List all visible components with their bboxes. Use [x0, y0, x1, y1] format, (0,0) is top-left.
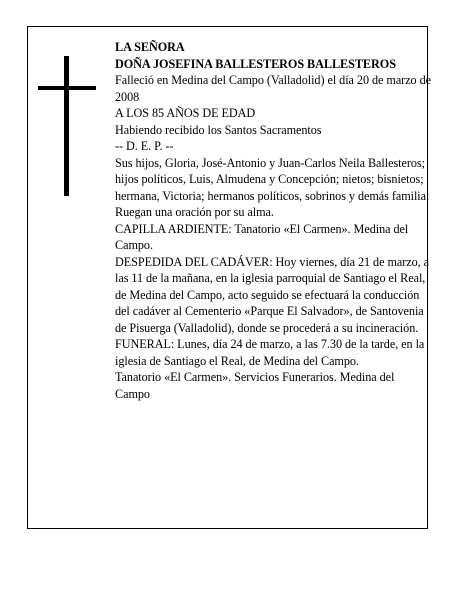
age-line: A LOS 85 AÑOS DE EDAD [115, 106, 256, 120]
funeral-home-line: Tanatorio «El Carmen». Servicios Funerarios. Medina del Campo [115, 370, 395, 401]
chapel-paragraph: CAPILLA ARDIENTE: Tanatorio «El Carmen». Medina del Campo. [115, 221, 409, 252]
farewell-paragraph: DESPEDIDA DEL CADÁVER: Hoy viernes, día 21 de marzo, a las 11 de la mañana, en la iglesia parroquial de Santiago el Real, de Medina del Campo, acto seguido se efectuará la conducción del cadáver al Cementerio «Parque El Salvador», de Santovenia de Pisuerga (Valladolid), donde se procederá a su incineración. [115, 254, 430, 335]
funeral-paragraph: FUNERAL: Lunes, día 24 de marzo, a las 7.30 de la tarde, en la iglesia de Santiago el Real, de Medina del Campo. [115, 337, 425, 368]
obituary-text [115, 39, 432, 402]
death-info: Falleció en Medina del Campo (Valladolid) el día 20 de marzo de 2008 [115, 73, 431, 104]
prayer-line: Ruegan una oración por su alma. [115, 205, 274, 219]
cross-icon [64, 56, 69, 196]
cross-bar [38, 86, 96, 90]
sacraments-line: Habiendo recibido los Santos Sacramentos [115, 122, 322, 137]
rip-line: -- D. E. P. -- [115, 139, 174, 153]
deceased-name: DOÑA JOSEFINA BALLESTEROS BALLESTEROS [115, 56, 396, 71]
title-line-1: LA SEÑORA [115, 40, 185, 54]
family-paragraph: Sus hijos, Gloria, José-Antonio y Juan-Carlos Neila Ballesteros; hijos políticos, Luis, Almudena y Concepción; nietos; bisnietos; hermana, Victoria; hermanos políticos, sobrinos y demás familia: [115, 155, 430, 203]
